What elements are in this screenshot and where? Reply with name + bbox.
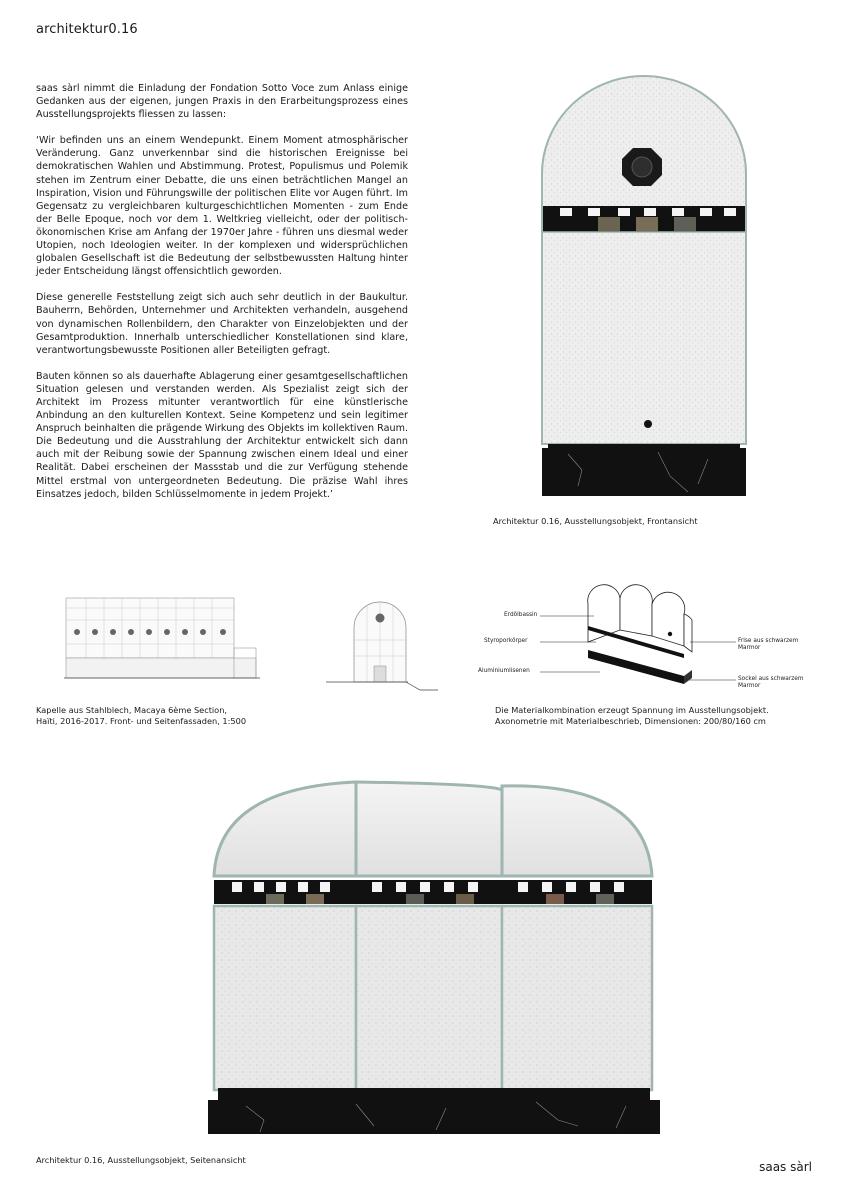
side-elevation-drawing <box>206 776 662 1136</box>
axo-label-erdoel: Erdölbassin <box>504 612 538 618</box>
axo-label-frise-1: Frise aus schwarzem <box>738 638 799 644</box>
axo-label-frise-2: Marmor <box>738 645 761 651</box>
caption-kapelle-line-2: Haïti, 2016-2017. Front- und Seitenfassaden, 1:500 <box>36 716 247 726</box>
paragraph-quote-2: Diese generelle Feststellung zeigt sich auch sehr deutlich in der Baukultur. Bauherrn, Behörden, Unternehmer und Architekten verhandeln, ausgehend von dynamischen Rollenbildern, den Charakter von Einzelobjekten und der Gesamtproduktion. Innerhalb unterschiedlicher Konstellationen sind klare, verantwortungsbewusste Positionen aller Beteiligten gefragt. <box>36 292 408 356</box>
caption-axonometric <box>495 705 795 727</box>
front-hole <box>644 420 652 428</box>
paragraph-intro: saas sàrl nimmt die Einladung der Fondation Sotto Voce zum Anlass einige Gedanken aus der eigenen, jungen Praxis in den Erarbeitungsprozess eines Ausstellungsprojekts fliessen zu lassen: <box>36 83 408 121</box>
paragraph-quote-1: ‘Wir befinden uns an einem Wendepunkt. Einem Moment atmosphärischer Veränderung. Ganz unverkennbar sind die historischen Ereignisse bei demokratischen Wahlen und Abstimmung. Protest, Populismus und Polemik stehen im Zentrum einer Debatte, die uns einen beträchtlichen Mangel an Inspiration, Vision und Führungswille der politischen Elite vor Augen führt. Im Gegensatz zu vergleichbaren kulturgeschichtlichen Momenten - zum Ende der Belle Epoque, noch vor dem 1. Weltkrieg vielleicht, oder der politisch-ökonomischen Krise am Anfang der 1970er Jahre - führen uns diesmal weder Utopien, noch Ideologien weiter. In der komplexen und widersprüchlichen globalen Gesellschaft ist die Bedeutung der selbstbewussten Haltung hinter jeder Entscheidung längst offensichtlich geworden. <box>36 135 408 278</box>
front-arch-body <box>542 76 746 444</box>
side-base-marble <box>208 1100 660 1134</box>
caption-side: Architektur 0.16, Ausstellungsobjekt, Seitenansicht <box>36 1155 246 1165</box>
caption-kapelle-line-1: Kapelle aus Stahlblech, Macaya 6ème Section, <box>36 705 227 715</box>
side-vaults <box>214 782 652 876</box>
page-title: architektur0.16 <box>36 22 138 37</box>
kapelle-side-facade-drawing <box>64 596 264 686</box>
caption-front: Architektur 0.16, Ausstellungsobjekt, Frontansicht <box>493 516 698 526</box>
side-panels <box>214 906 652 1090</box>
caption-kapelle <box>36 705 296 727</box>
axo-label-styro: Styroporkörper <box>484 638 528 644</box>
body-text <box>36 82 408 514</box>
axo-label-alu: Aluminiumlisenen <box>478 668 530 674</box>
paragraph-quote-3: Bauten können so als dauerhafte Ablagerung einer gesamtgesellschaftlichen Situation gelesen und verstanden werden. Als Spezialist zeigt sich der Architekt im Prozess mitunter verantwortlich für eine künstlerische Anbindung an den kulturellen Kontext. Seine Kompetenz und sein legitimer Anspruch beinhalten die prägende Wirkung des Objekts im kollektiven Raum. Die Bedeutung und die Ausstrahlung der Architektur entwickelt sich dann auch mit der Reibung sowie der Spannung zwischen einem Ideal und einer Realität. Dabei erscheinen der Massstab und die zur Verfügung stehende Mittel erstmal von untergeordneten Bedeutung. Die präzise Wahl ihres Einsatzes jedoch, bilden Schlüsselmomente in jedem Projekt.’ <box>36 370 408 500</box>
front-base-marble <box>542 448 746 496</box>
front-window-octagon <box>622 148 662 186</box>
axo-label-sockel <box>738 676 804 690</box>
axo-label-sockel-2: Marmor <box>738 683 761 689</box>
axo-label-sockel-1: Sockel aus schwarzem <box>738 676 804 682</box>
kapelle-front-facade-drawing <box>326 600 442 690</box>
caption-axo-line-1: Die Materialkombination erzeugt Spannung im Ausstellungsobjekt. <box>495 705 769 715</box>
axo-label-frise <box>738 638 798 652</box>
caption-axo-line-2: Axonometrie mit Materialbeschrieb, Dimensionen: 200/80/160 cm <box>495 716 766 726</box>
axo-leader-lines <box>540 600 740 690</box>
footer-brand: saas sàrl <box>759 1160 812 1174</box>
front-frieze-panels <box>598 217 696 231</box>
front-elevation-drawing <box>538 74 750 498</box>
